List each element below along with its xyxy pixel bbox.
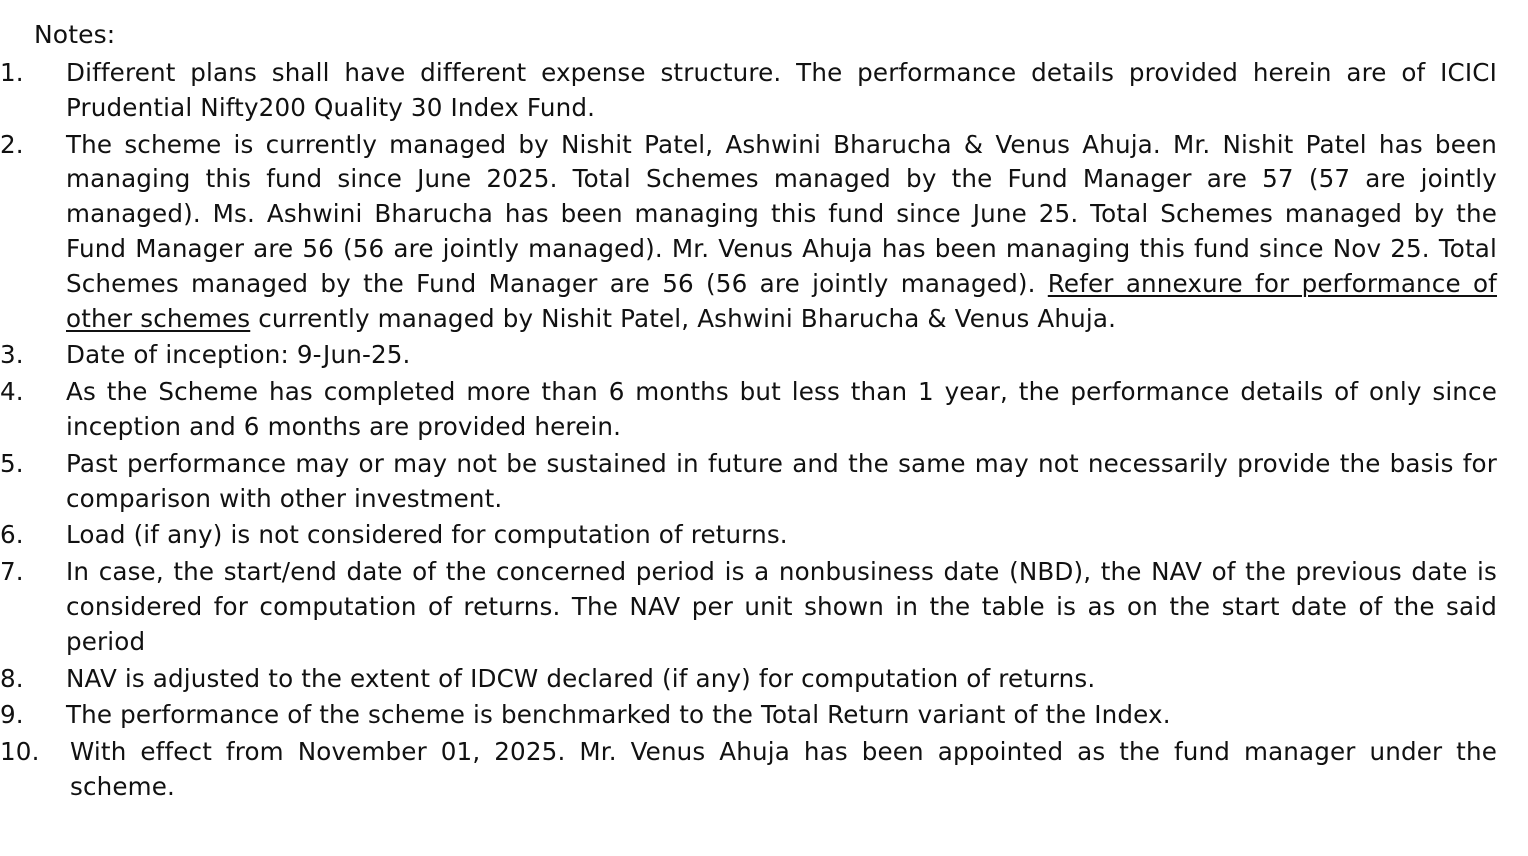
- note-number: 9.: [0, 700, 24, 730]
- note-text: As the Scheme has completed more than 6 months but less than 1 year, the performance details of only since inception and 6 months are provided herein.: [66, 377, 1497, 441]
- note-item-3: [0, 338, 1497, 373]
- note-item-5: [0, 447, 1497, 517]
- note-text: The scheme is currently managed by Nishit Patel, Ashwini Bharucha & Venus Ahuja. Mr. Nishit Patel has been managing this fund since June 2025. Total Schemes managed by the Fund Manager are 57 (57 are jointly managed). Ms. Ashwini Bharucha has been managing this fund since June 25. Total Schemes managed by the Fund Manager are 56 (56 are jointly managed). Mr. Venus Ahuja has been managing this fund since Nov 25. Total Schemes managed by the Fund Manager are 56 (56 are jointly managed).: [66, 129, 1497, 298]
- notes-list: [0, 56, 1497, 807]
- note-item-7: [0, 555, 1497, 659]
- note-number: 2.: [0, 129, 24, 159]
- note-text: NAV is adjusted to the extent of IDCW declared (if any) for computation of returns.: [66, 663, 1096, 693]
- note-item-8: [0, 662, 1497, 697]
- note-item-9: [0, 698, 1497, 733]
- note-text: In case, the start/end date of the concerned period is a nonbusiness date (NBD), the NAV of the previous date is considered for computation of returns. The NAV per unit shown in the table is as on the start date of the said period: [66, 557, 1497, 656]
- notes-title: Notes:: [34, 20, 116, 49]
- note-number: 7.: [0, 557, 24, 587]
- note-item-2: [0, 128, 1497, 337]
- note-number: 1.: [0, 58, 24, 87]
- note-text: With effect from November 01, 2025. Mr. Venus Ahuja has been appointed as the fund manager under the scheme.: [70, 737, 1497, 801]
- note-number: 8.: [0, 663, 24, 693]
- note-text: The performance of the scheme is benchmarked to the Total Return variant of the Index.: [66, 700, 1171, 730]
- note-item-4: [0, 375, 1497, 445]
- note-text-continued: currently managed by Nishit Patel, Ashwini Bharucha & Venus Ahuja.: [250, 303, 1117, 333]
- note-text: Date of inception: 9-Jun-25.: [66, 340, 411, 370]
- note-item-1: [0, 56, 1497, 126]
- note-text: Load (if any) is not considered for computation of returns.: [66, 520, 788, 550]
- note-number: 10.: [0, 737, 40, 767]
- note-text: Past performance may or may not be sustained in future and the same may not necessarily provide the basis for comparison with other investment.: [66, 448, 1497, 513]
- note-number: 6.: [0, 520, 24, 550]
- note-number: 3.: [0, 340, 24, 370]
- note-number: 4.: [0, 377, 24, 407]
- note-item-6: [0, 518, 1497, 553]
- note-text: Different plans shall have different expense structure. The performance details provided herein are of ICICI Prudential Nifty200 Quality 30 Index Fund.: [66, 58, 1497, 122]
- note-item-10: [0, 735, 1497, 805]
- note-number: 5.: [0, 448, 24, 478]
- annexure-link[interactable]: Refer annexure for performance of other schemes: [66, 268, 1497, 333]
